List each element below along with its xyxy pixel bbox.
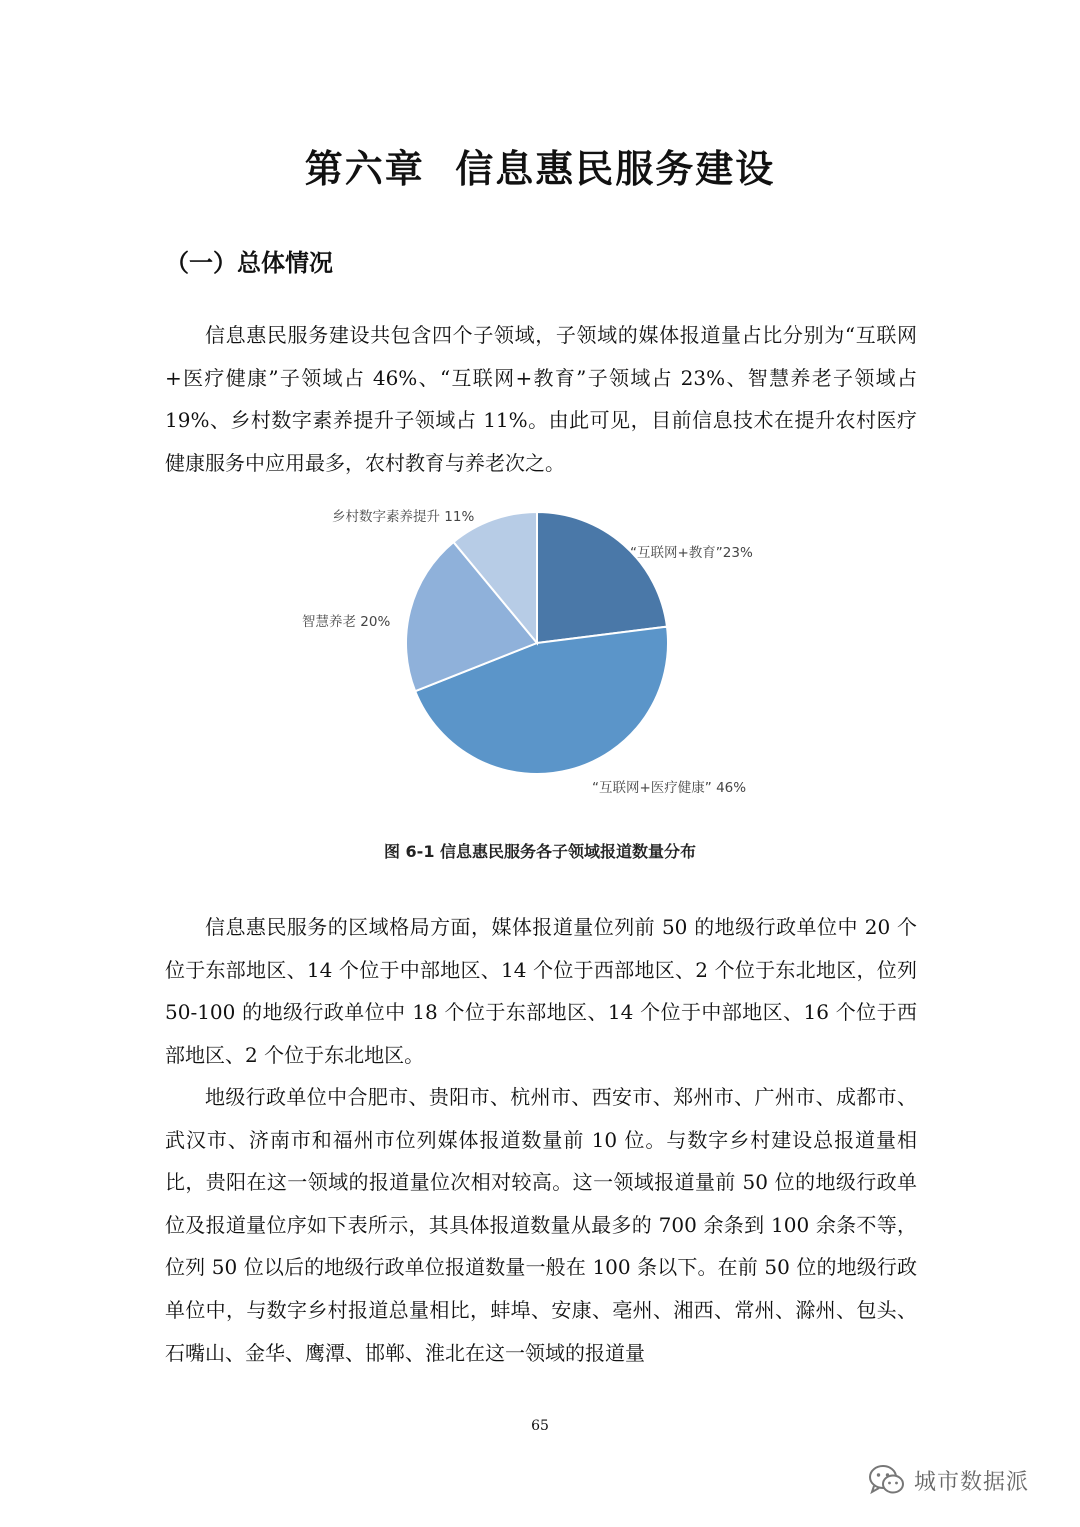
pie-label-internet-education: “互联网+教育”23% xyxy=(630,545,753,561)
pie-chart xyxy=(250,495,850,825)
pie-slice-internet-education xyxy=(537,512,667,643)
wechat-icon xyxy=(868,1464,906,1496)
body-paragraph: 信息惠民服务的区域格局方面，媒体报道量位列前 50 的地级行政单位中 20 个位于东部地区、14 个位于中部地区、14 个位于西部地区、2 个位于东北地区，位列 50-100 的地级行政单位中 18 个位于东部地区、14 个位于中部地区、16 个位于西部地区、2 个位于东北地区。 xyxy=(165,915,917,1067)
page-number: 65 xyxy=(531,1418,549,1434)
body-paragraph: 信息惠民服务建设共包含四个子领域，子领域的媒体报道量占比分别为“互联网+医疗健康”子领域占 46%、“互联网+教育”子领域占 23%、智慧养老子领域占 19%、乡村数字素养提升子领域占 11%。由此可见，目前信息技术在提升农村医疗健康服务中应用最多，农村教育与养老次之。 xyxy=(165,323,917,475)
chapter-title: 第六章 信息惠民服务建设 xyxy=(304,146,776,191)
pie-label-internet-healthcare: “互联网+医疗健康” 46% xyxy=(592,780,747,796)
watermark xyxy=(868,1460,1029,1500)
pie-slices xyxy=(406,512,668,774)
body-paragraph: 地级行政单位中合肥市、贵阳市、杭州市、西安市、郑州市、广州市、成都市、武汉市、济南市和福州市位列媒体报道数量前 10 位。与数字乡村建设总报道量相比，贵阳在这一领域的报道量位次相对较高。这一领域报道量前 50 位的地级行政单位及报道量位序如下表所示，其具体报道数量从最多的 700 余条到 100 余条不等，位列 50 位以后的地级行政单位报道数量一般在 100 条以下。在前 50 位的地级行政单位中，与数字乡村报道总量相比，蚌埠、安康、亳州、湘西、常州、滁州、包头、石嘴山、金华、鹰潭、邯郸、淮北在这一领域的报道量 xyxy=(165,1085,917,1365)
pie-label-digital-literacy: 乡村数字素养提升 11% xyxy=(332,509,475,525)
section-heading: （一）总体情况 xyxy=(165,249,333,277)
watermark-text: 城市数据派 xyxy=(914,1469,1030,1495)
pie-label-smart-elderly-care: 智慧养老 20% xyxy=(302,614,391,630)
figure-caption: 图 6-1 信息惠民服务各子领域报道数量分布 xyxy=(383,842,697,861)
